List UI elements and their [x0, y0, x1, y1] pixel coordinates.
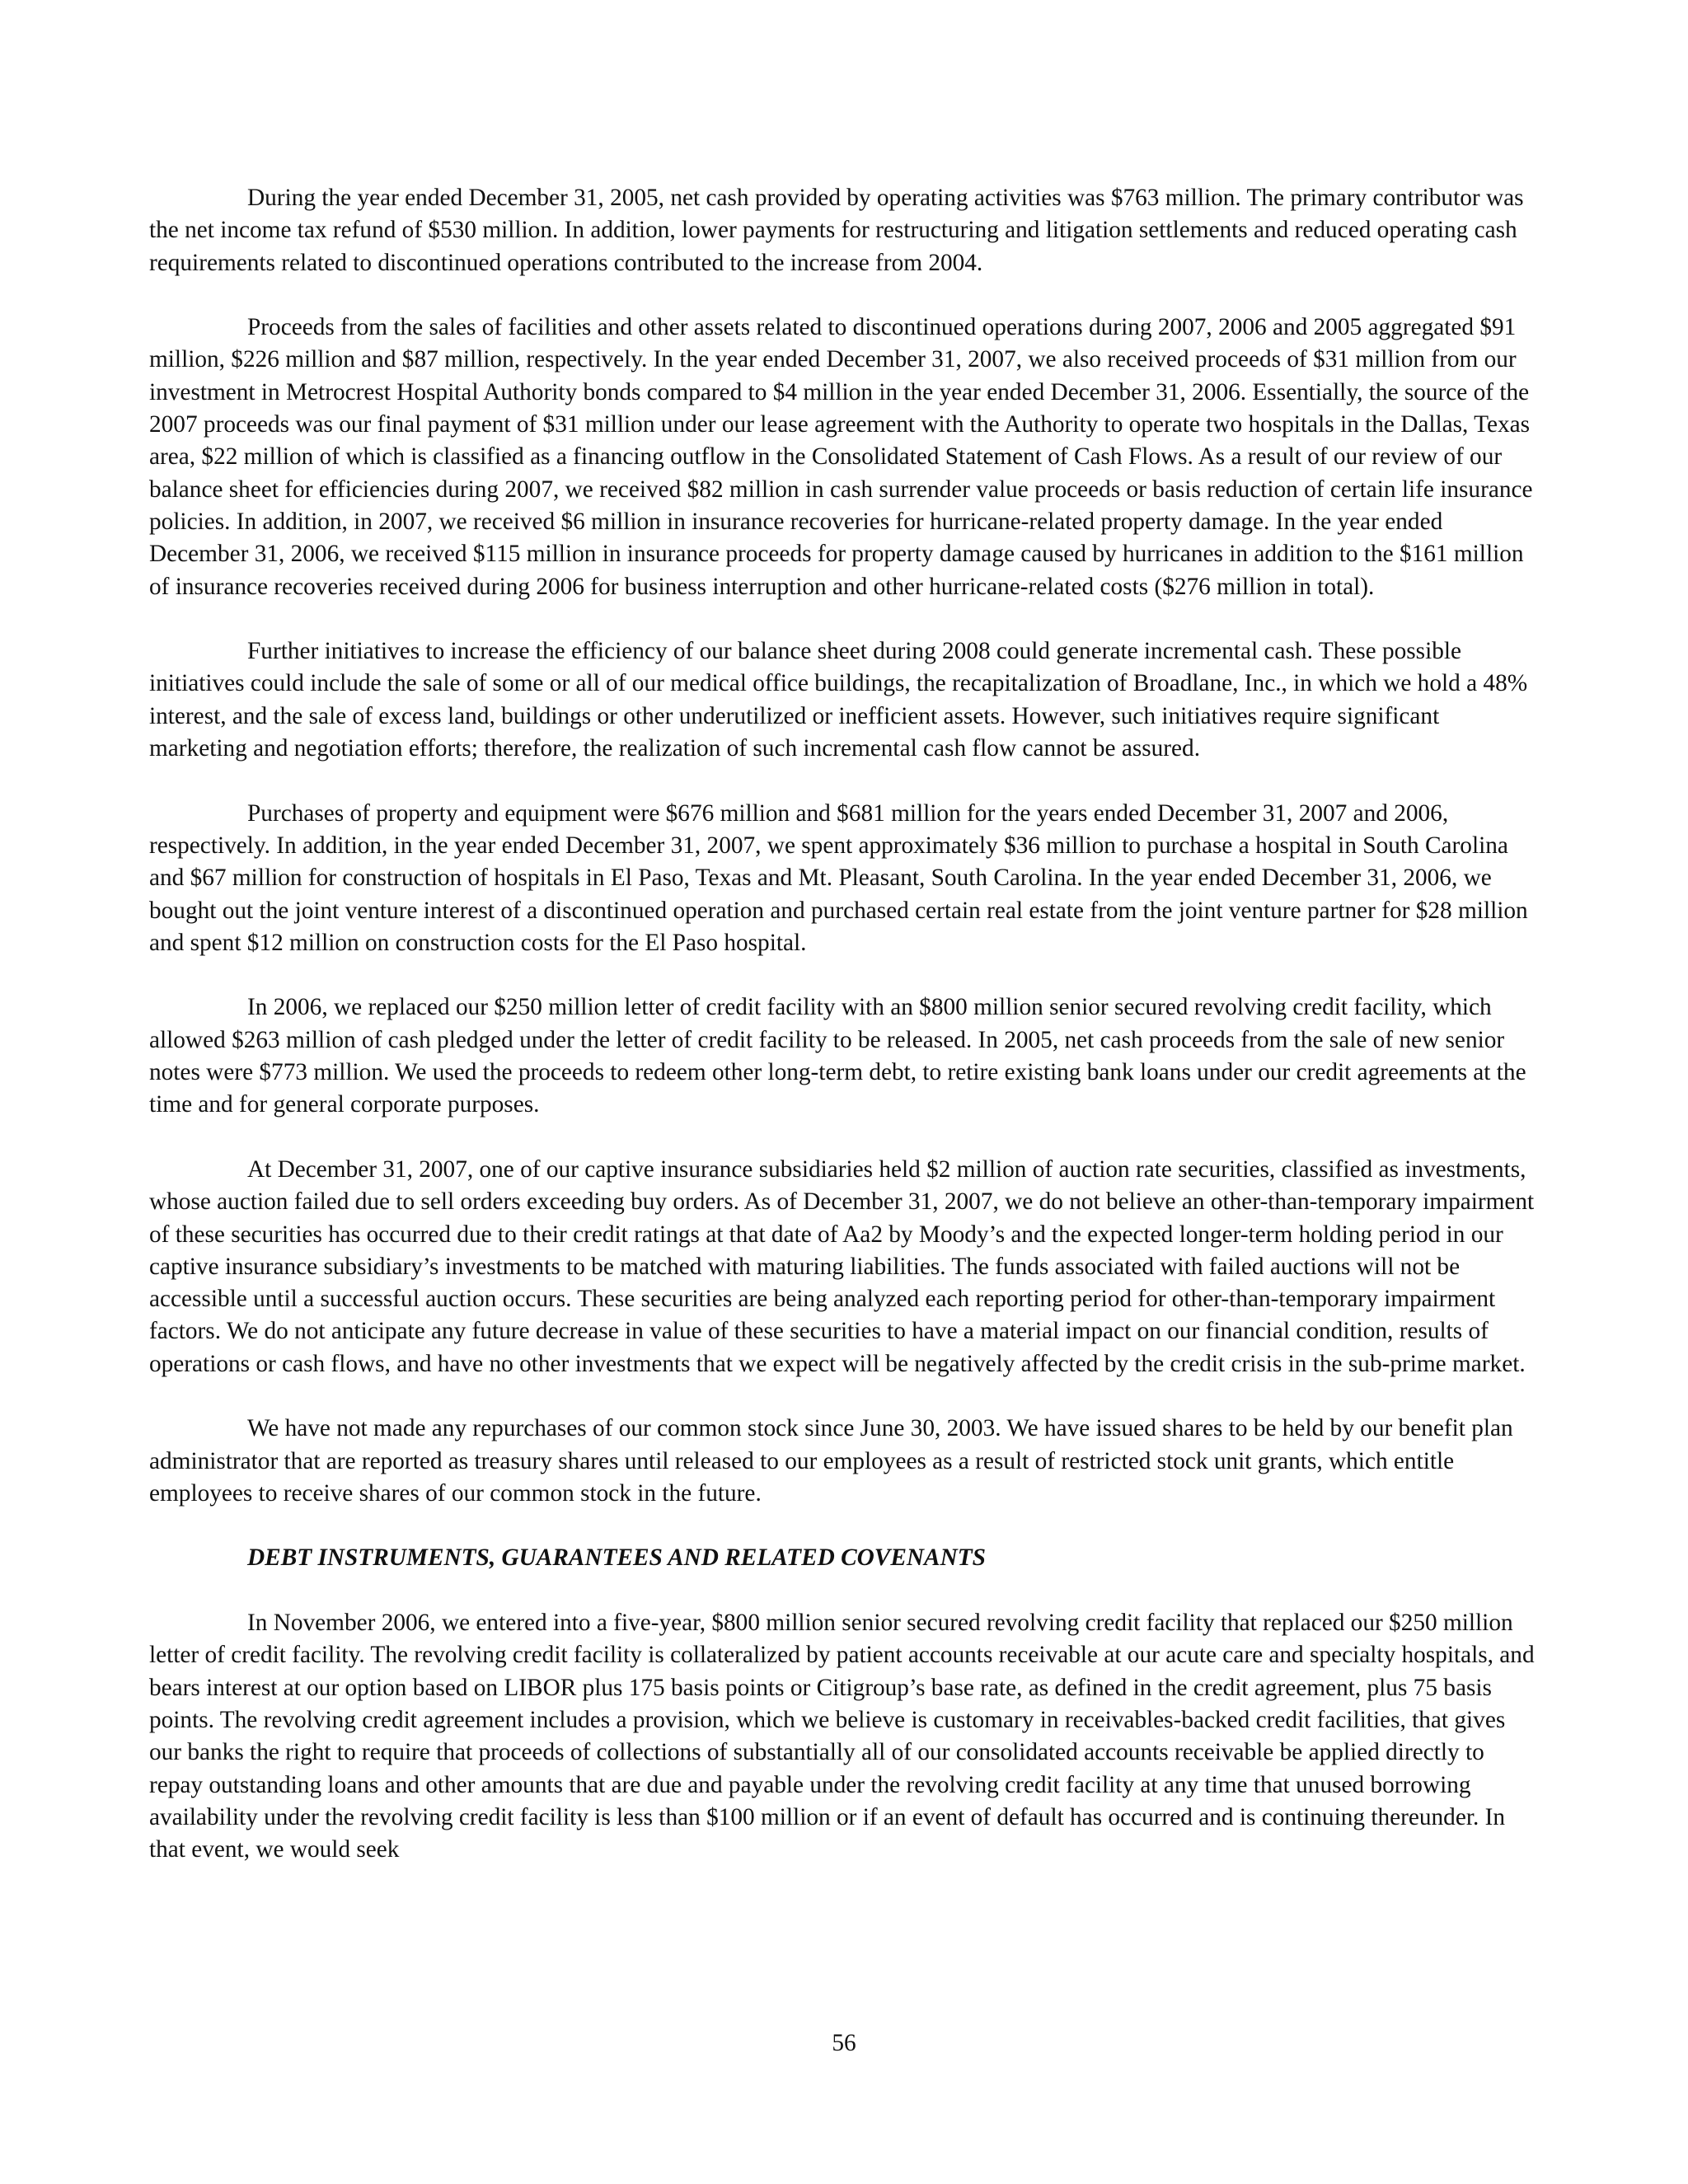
document-page [149, 182, 1542, 1899]
paragraph-operating-cash-2005: During the year ended December 31, 2005, net cash provided by operating activities was $763 million. The primary contributor was the net income tax refund of $530 million. In addition, lower payments for restructuring and litigation settlements and reduced operating cash requirements related to discontinued operations contributed to the increase from 2004. [149, 185, 1524, 276]
paragraph-purchases-property: Purchases of property and equipment were $676 million and $681 million for the years ended December 31, 2007 and 2006, respectively. In addition, in the year ended December 31, 2007, we spent approximately $36 million to purchase a hospital in South Carolina and $67 million for construction of hospitals in El Paso, Texas and Mt. Pleasant, South Carolina. In the year ended December 31, 2006, we bought out the joint venture interest of a discontinued operation and purchased certain real estate from the joint venture partner for $28 million and spent $12 million on construction costs for the El Paso hospital. [149, 799, 1528, 956]
paragraph-revolving-credit: In November 2006, we entered into a five-year, $800 million senior secured revolving credit facility that replaced our $250 million letter of credit facility. The revolving credit facility is collateralized by patient accounts receivable at our acute care and specialty hospitals, and bears interest at our option based on LIBOR plus 175 basis points or Citigroup’s base rate, as defined in the credit agreement, plus 75 basis points. The revolving credit agreement includes a provision, which we believe is customary in receivables-backed credit facilities, that gives our banks the right to require that proceeds of collections of substantially all of our consolidated accounts receivable be applied directly to repay outstanding loans and other amounts that are due and payable under the revolving credit facility at any time that unused borrowing availability under the revolving credit facility is less than $100 million or if an event of default has occurred and is continuing thereunder. In that event, we would seek [149, 1610, 1535, 1863]
paragraph-credit-facility-2006: In 2006, we replaced our $250 million letter of credit facility with an $800 million senior secured revolving credit facility, which allowed $263 million of cash pledged under the letter of credit facility to be released. In 2005, net cash proceeds from the sale of new senior notes were $773 million. We used the proceeds to redeem other long-term debt, to retire existing bank loans under our credit agreements at the time and for general corporate purposes. [149, 994, 1526, 1118]
paragraph-stock-repurchases: We have not made any repurchases of our common stock since June 30, 2003. We have issued shares to be held by our benefit plan administrator that are reported as treasury shares until released to our employees as a result of restricted stock unit grants, which entitle employees to receive shares of our common stock in the future. [149, 1415, 1513, 1507]
paragraph-proceeds-from-sales: Proceeds from the sales of facilities and other assets related to discontinued operations during 2007, 2006 and 2005 aggregated $91 million, $226 million and $87 million, respectively. In the year ended December 31, 2007, we also received proceeds of $31 million from our investment in Metrocrest Hospital Authority bonds compared to $4 million in the year ended December 31, 2006. Essentially, the source of the 2007 proceeds was our final payment of $31 million under our lease agreement with the Authority to operate two hospitals in the Dallas, Texas area, $22 million of which is classified as a financing outflow in the Consolidated Statement of Cash Flows. As a result of our review of our balance sheet for efficiencies during 2007, we received $82 million in cash surrender value proceeds or basis reduction of certain life insurance policies. In addition, in 2007, we received $6 million in insurance recoveries for hurricane-related property damage. In the year ended December 31, 2006, we received $115 million in insurance proceeds for property damage caused by hurricanes in addition to the $161 million of insurance recoveries received during 2006 for business interruption and other hurricane-related costs ($276 million in total). [149, 314, 1533, 600]
paragraph-further-initiatives: Further initiatives to increase the efficiency of our balance sheet during 2008 could generate incremental cash. These possible initiatives could include the sale of some or all of our medical office buildings, the recapitalization of Broadlane, Inc., in which we hold a 48% interest, and the sale of excess land, buildings or other underutilized or inefficient assets. However, such initiatives require significant marketing and negotiation efforts; therefore, the realization of such incremental cash flow cannot be assured. [149, 638, 1528, 762]
paragraph-auction-rate-securities: At December 31, 2007, one of our captive insurance subsidiaries held $2 million of auction rate securities, classified as investments, whose auction failed due to sell orders exceeding buy orders. As of December 31, 2007, we do not believe an other-than-temporary impairment of these securities has occurred due to their credit ratings at that date of Aa2 by Moody’s and the expected longer-term holding period in our captive insurance subsidiary’s investments to be matched with maturing liabilities. The funds associated with failed auctions will not be accessible until a successful auction occurs. These securities are being analyzed each reporting period for other-than-temporary impairment factors. We do not anticipate any future decrease in value of these securities to have a material impact on our financial condition, results of operations or cash flows, and have no other investments that we expect will be negatively affected by the credit crisis in the sub-prime market. [149, 1155, 1535, 1377]
section-heading-debt-instruments: DEBT INSTRUMENTS, GUARANTEES AND RELATED COVENANTS [247, 1544, 986, 1572]
page-number: 56 [832, 2030, 856, 2056]
